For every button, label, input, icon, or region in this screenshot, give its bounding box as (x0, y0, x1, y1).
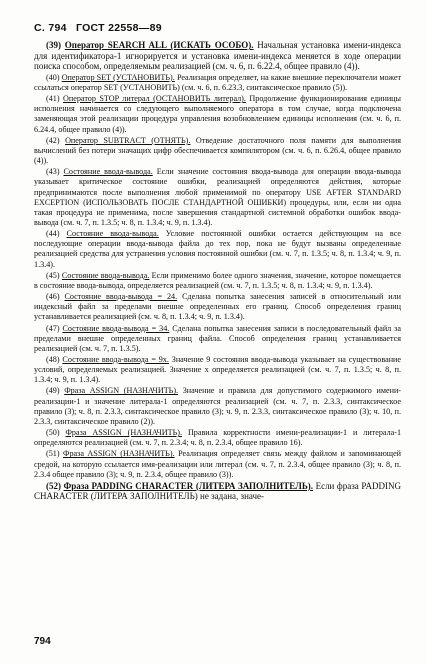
paragraph-50: (50) Фраза ASSIGN (НАЗНАЧИТЬ). Правила корректности имени-реализации-1 и литерала-1 определяются реализацией (см. ч. 7, п. 2.3.4; ч. 8, п. 2.3.4, общее правило 16). (34, 428, 402, 448)
standard-code: ГОСТ 22558—89 (75, 22, 162, 34)
paragraph-52: (52) Фраза PADDING CHARACTER (ЛИТЕРА ЗАПОЛНИТЕЛЬ). Если фраза PADDING CHARACTER (ЛИТЕРА ЗАПОЛНИТЕЛЬ) не задана, значе- (34, 480, 402, 502)
paragraph-45: (45) Состояние ввода-вывода. Если применимо более одного значения, значение, которое помещается в состояние ввода-вывода, определяется реализацией (см. ч. 7, п. 1.3.5; ч. 8, п. 1.3.4; ч. 9, п. 1.3.4). (34, 270, 402, 290)
term: Состояние ввода-вывода. (61, 270, 150, 280)
term: Состояние ввода-вывода = 34. (62, 323, 170, 333)
term: Фраза ASSIGN (НАЗНАЧИТЬ). (65, 428, 182, 438)
term: Фраза PADDING CHARACTER (ЛИТЕРА ЗАПОЛНИТЕЛЬ). (63, 480, 314, 491)
term: Состояние ввода-вывода = 24. (64, 292, 178, 302)
term: Фраза ASSIGN (НАЗНАЧИТЬ). (64, 386, 179, 396)
term: Состояние ввода-вывода. (63, 167, 153, 177)
term: Состояние ввода-вывода = 9х. (62, 355, 169, 364)
paragraph-49: (49) Фраза ASSIGN (НАЗНАЧИТЬ). Значение и правила для допустимого содержимого имени-реализации-1 и значение литерала-1 определяются реализацией (см. ч. 7, п. 2.3.3, синтаксическое правило (3); ч. 8, п. 2.3.3, синтаксическое правило (3); ч. 9, п. 2.3.3, синтаксическое правило (3); ч. 10, п. 2.3.3, синтаксическое правило (2)). (34, 386, 402, 426)
page-header (34, 22, 407, 34)
term: Состояние ввода-вывода. (66, 229, 159, 239)
paragraph-46: (46) Состояние ввода-вывода = 24. Сделана попытка занесения записей в относительный или индексный файл за пределами внешне определенных его границ. Способ определения границ устанавливается реализацией (см. ч. 8, п. 1.3.4; ч. 9, п. 1.3.4). (34, 292, 402, 322)
paragraph-43: (43) Состояние ввода-вывода. Если значение состояния ввода-вывода для операции ввода-вывода указывает критическое состояние ошибки, реализацией определяются действия, которые предпринимаются после выполнения любой применимой по оператору USE AFTER STANDARD EXCEPTION (ИСПОЛЬЗОВАТЬ ПОСЛЕ СТАНДАРТНОЙ ОШИБКИ) процедуры, или, если ни одна такая процедура не применима, после завершения стандартной системной обработки ошибок ввода-вывода (см. ч. 7, п. 1.3.5; ч. 8, п. 1.3.4; ч. 9, п. 1.3.4). (34, 167, 402, 227)
term: Оператор SEARCH ALL (ИСКАТЬ ОСОБО). (64, 40, 254, 50)
paragraph-48: (48) Состояние ввода-вывода = 9х. Значение 9 состояния ввода-вывода указывает на существование условий, определяемых реализацией. Значение х определяется реализацией (см. ч. 7, п. 1.3.5; ч. 8, п. 1.3.4; ч. 9, п. 1.3.4). (34, 355, 402, 385)
term: Оператор STOP литерал (ОСТАНОВИТЬ литерал). (63, 94, 246, 104)
paragraph-40: (40) Оператор SET (УСТАНОВИТЬ). Реализация определяет, на какие внешние переключатели может ссылаться оператор SET (УСТАНОВИТЬ) (см. ч. 6, п. 6.23.3, синтаксическое правило (5)). (34, 72, 401, 92)
paragraph-44: (44) Состояние ввода-вывода. Условие постоянной ошибки остается действующим на все последующие операции ввода-вывода файла до тех пор, пока не будут вызваны определенные реализацией средства для устранения условия постоянной ошибки (см. ч. 7, п. 1.3.5; ч. 8, п. 1.3.4; ч. 9, п. 1.3.4). (34, 229, 402, 269)
term: Оператор SUBTRACT (ОТНЯТЬ). (65, 135, 191, 145)
page-number: 794 (34, 636, 51, 647)
paragraph-51: (51) Фраза ASSIGN (НАЗНАЧИТЬ). Реализация определяет связь между файлом и запоминающей средой, на которую ссылается имя-реализации или литерал (см. ч. 7, п. 2.3.4, общее правило (3); ч. 8, п. 2.3.4 общее правило (3); ч. 9, п. 2.3.4, общее правило (3)). (34, 449, 402, 479)
paragraph-47: (47) Состояние ввода-вывода = 34. Сделана попытка занесения записи в последовательный файл за пределами внешне определенных границ файла. Способ определения границ устанавливается реализацией (см. ч. 7, п. 1.3.5). (34, 323, 402, 353)
paragraph-42: (42) Оператор SUBTRACT (ОТНЯТЬ). Отведение достаточного поля памяти для выполнения вычислений без потери значащих цифр обеспечивается компилятором (см. ч. 6, п. 6.26.4, общее правило (4)). (34, 135, 402, 166)
term: Фраза ASSIGN (НАЗНАЧИТЬ). (63, 449, 175, 459)
paragraph-39: (39) Оператор SEARCH ALL (ИСКАТЬ ОСОБО). Начальная установка имени-индекса для идентификатора-1 игнорируется и установка имени-индекса меняется в ходе операции поиска способом, определяемым реализацией (см. ч. 6, п. 6.22.4, общее правило (4)). (34, 40, 402, 72)
page-label: С. 794 (34, 22, 67, 34)
term: Оператор SET (УСТАНОВИТЬ). (61, 72, 175, 82)
page-body (34, 40, 401, 503)
paragraph-41: (41) Оператор STOP литерал (ОСТАНОВИТЬ литерал). Продолжение функционирования единицы исполнения начинается со следующего выполняемого оператора в том случае, когда подключена заменяющая этой реализации процедура управления возобновлением единицы исполнения (см. ч. 6, п. 6.24.4, общее правило (4)). (34, 94, 401, 134)
